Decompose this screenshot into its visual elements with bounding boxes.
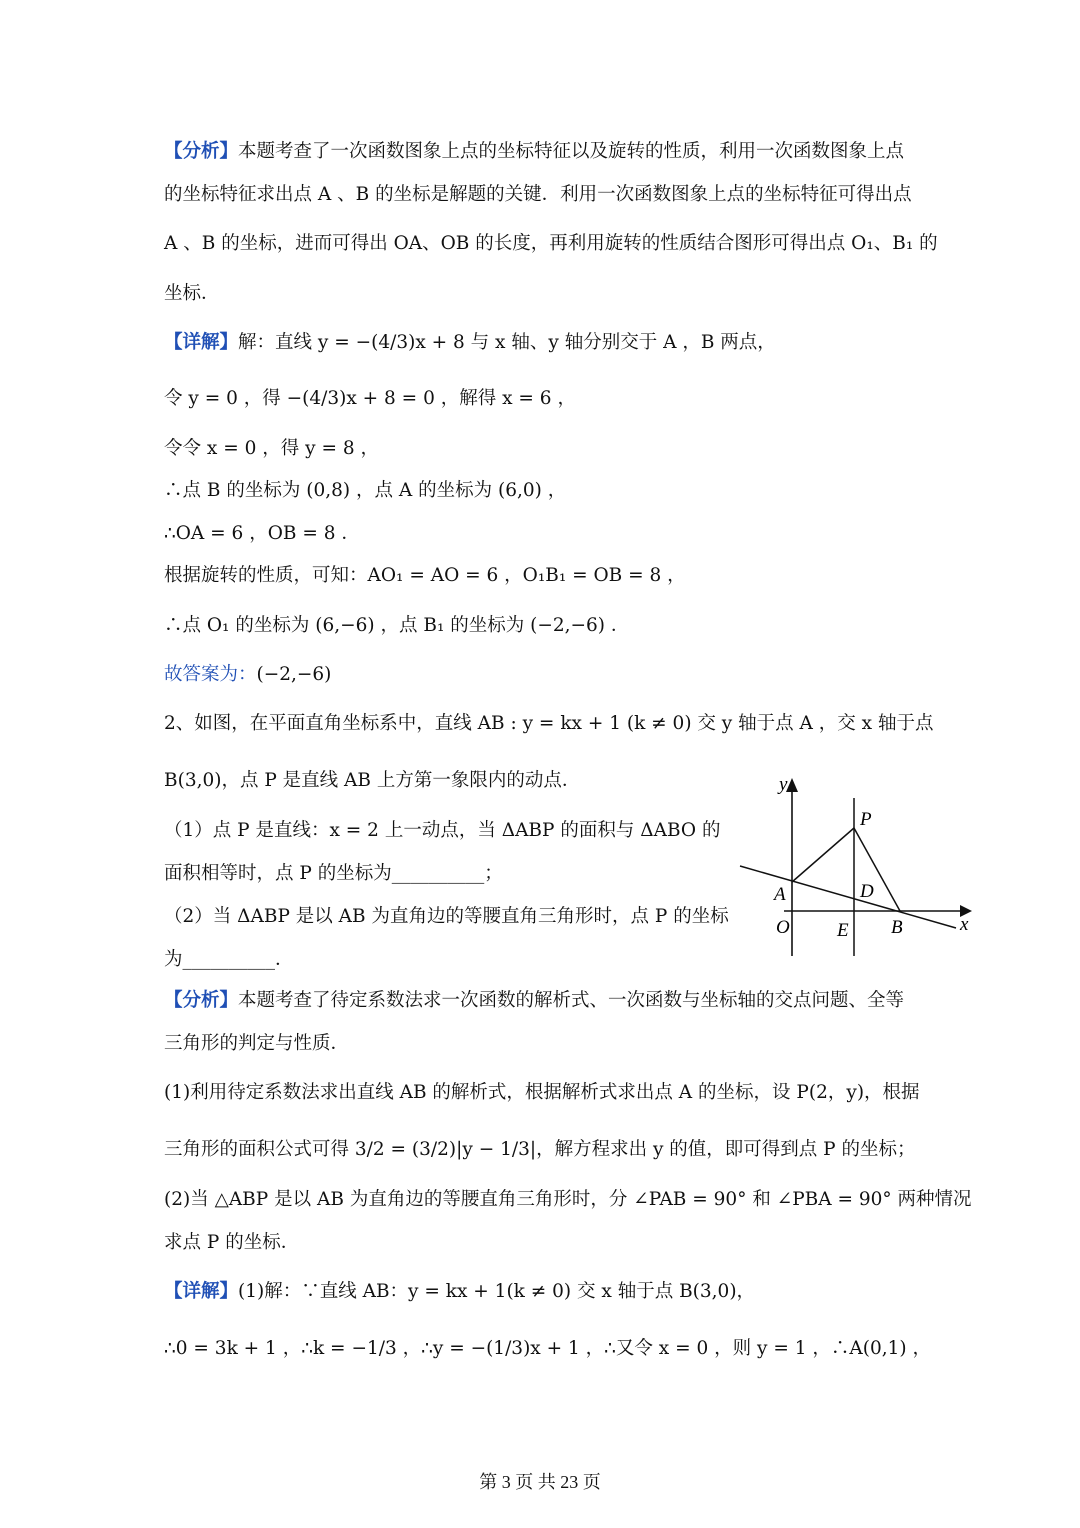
text-line-9	[164, 522, 920, 546]
text-line-3	[164, 232, 938, 256]
line-text: (1)利用待定系数法求出直线 AB 的解析式，根据解析式求出点 A 的坐标，设 P(2，y)，根据	[164, 1082, 920, 1103]
line-text: 本题考查了待定系数法求一次函数的解析式、一次函数与坐标轴的交点问题、全等	[238, 990, 905, 1011]
line-text: 解：直线 y = −(4/3)x + 8 与 x 轴、y 轴分别交于 A ，B 两点，	[238, 332, 776, 353]
label-e: E	[837, 920, 849, 941]
line-text: 的坐标特征求出点 A 、B 的坐标是解题的关键．利用一次函数图象上点的坐标特征可得出点	[164, 184, 912, 205]
line-text: ∴0 = 3k + 1 ，∴k = −1/3 ，∴y = −(1/3)x + 1 ，∴又令 x = 0 ，则 y = 1 ，∴A(0,1) ，	[164, 1338, 931, 1359]
line-text: （1）点 P 是直线：x = 2 上一动点，当 ΔABP 的面积与 ΔABO 的	[164, 820, 721, 841]
text-line-25	[164, 1280, 920, 1304]
coordinate-figure	[736, 770, 976, 960]
text-line-5	[164, 331, 920, 355]
line-text: (−2,−6)	[256, 664, 332, 685]
text-line-8	[164, 479, 920, 503]
text-line-11	[164, 614, 920, 638]
section-tag: 故答案为：	[164, 664, 257, 685]
text-line-26	[164, 1337, 931, 1361]
section-tag: 【分析】	[164, 141, 239, 162]
text-line-6	[164, 387, 920, 411]
line-text: 根据旋转的性质，可知：AO₁ = AO = 6 ，O₁B₁ = OB = 8 ，	[164, 565, 686, 586]
line-text: B(3,0)，点 P 是直线 AB 上方第一象限内的动点．	[164, 770, 581, 791]
label-o: O	[776, 917, 790, 938]
line-text: 本题考查了一次函数图象上点的坐标特征以及旋转的性质，利用一次函数图象上点	[238, 141, 905, 162]
text-line-12	[164, 663, 920, 687]
line-text: 令 y = 0 ，得 −(4/3)x + 8 = 0 ，解得 x = 6 ，	[164, 388, 576, 409]
text-line-24	[164, 1231, 920, 1255]
text-line-21	[164, 1081, 920, 1105]
line-text: ∴点 B 的坐标为 (0,8) ，点 A 的坐标为 (6,0) ，	[164, 480, 567, 501]
text-line-7	[164, 437, 920, 461]
y-axis-arrow	[786, 778, 798, 792]
text-line-13	[164, 712, 934, 736]
label-d: D	[860, 881, 874, 902]
line-text: ∴点 O₁ 的坐标为 (6,−6) ，点 B₁ 的坐标为 (−2,−6) ．	[164, 615, 630, 636]
section-tag: 【分析】	[164, 990, 239, 1011]
text-line-20	[164, 1032, 920, 1056]
text-line-19	[164, 989, 920, 1013]
line-text: (2)当 △ABP 是以 AB 为直角边的等腰直角三角形时，分 ∠PAB = 90° 和 ∠PBA = 90° 两种情况	[164, 1189, 972, 1210]
line-text: 2、如图，在平面直角坐标系中，直线 AB : y = kx + 1 (k ≠ 0) 交 y 轴于点 A ，交 x 轴于点	[164, 713, 934, 734]
line-text: 令令 x = 0 ，得 y = 8 ，	[164, 438, 379, 459]
line-ab	[740, 866, 956, 928]
section-tag: 【详解】	[164, 1281, 239, 1302]
label-x: x	[960, 914, 969, 935]
line-text: 面积相等时，点 P 的坐标为__________；	[164, 863, 503, 884]
line-text: 为__________．	[164, 949, 294, 970]
label-p: P	[860, 809, 872, 830]
text-line-4	[164, 282, 920, 306]
line-text: (1)解：∵直线 AB：y = kx + 1(k ≠ 0) 交 x 轴于点 B(3,0)，	[238, 1281, 756, 1302]
label-y: y	[779, 774, 788, 795]
line-text: 坐标．	[164, 283, 220, 304]
line-text: 求点 P 的坐标．	[164, 1232, 300, 1253]
line-text: 三角形的面积公式可得 3/2 = (3/2)|y − 1/3|，解方程求出 y 的值，即可得到点 P 的坐标；	[164, 1139, 916, 1160]
line-text: 三角形的判定与性质．	[164, 1033, 350, 1054]
label-a: A	[774, 884, 786, 905]
label-b: B	[891, 917, 903, 938]
page-footer: 第 3 页 共 23 页	[479, 1472, 601, 1492]
line-text: ∴OA = 6 ，OB = 8 ．	[164, 523, 360, 544]
text-line-2	[164, 183, 920, 207]
line-text: A 、B 的坐标，进而可得出 OA、OB 的长度，再利用旋转的性质结合图形可得出点 O₁、B₁ 的	[164, 233, 938, 254]
text-line-23	[164, 1188, 972, 1212]
segment-ap	[792, 828, 854, 882]
text-line-1	[164, 140, 920, 164]
text-line-22	[164, 1138, 920, 1162]
line-text: （2）当 ΔABP 是以 AB 为直角边的等腰直角三角形时，点 P 的坐标	[164, 906, 729, 927]
text-line-10	[164, 564, 920, 588]
section-tag: 【详解】	[164, 332, 239, 353]
